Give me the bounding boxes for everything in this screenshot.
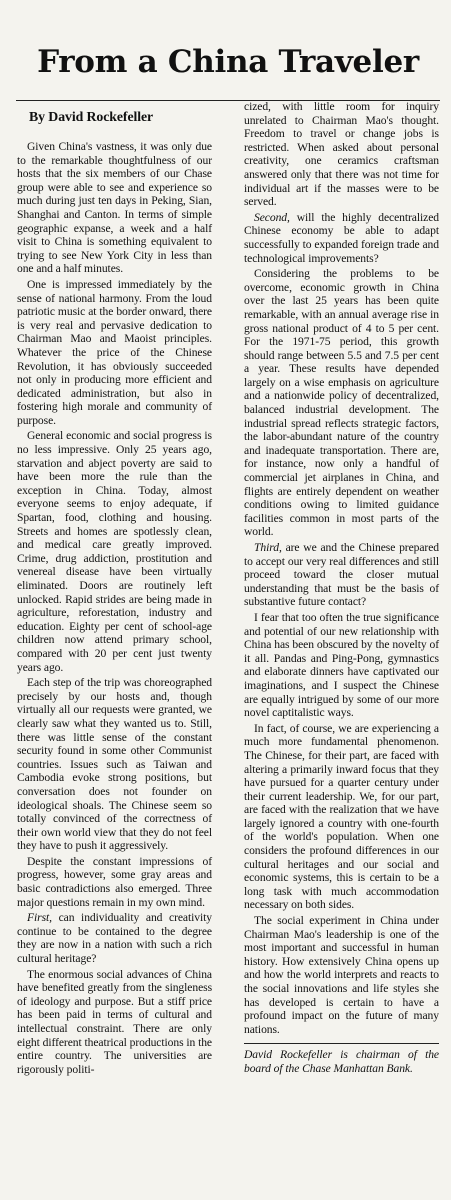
article-paragraph: Despite the constant impressions of progress, however, some gray areas and basic contradictions also emerged. Three major questions remain in my own mind. bbox=[17, 854, 212, 909]
newspaper-article bbox=[16, 0, 440, 1200]
right-column bbox=[244, 100, 439, 1078]
article-paragraph: Considering the problems to be overcome, economic growth in China over the last 25 years has been quite remarkable, with an annual average rise in gross national product of 4 to 5 per cent. For the 1971-75 period, this growth should range between 5.5 and 7.5 per cent a year. These results have depended largely on a wise emphasis on agriculture and a nationwide policy of decentralized, balanced industrial development. The industrial spread reflects strategic factors, the labor-abundant nature of the country and inadequate transportation. There are, for instance, now only a handful of commercial jet airplanes in China, and flights are entirely dependent on weather conditions owing to limited guidance facilities common in most parts of the world. bbox=[244, 267, 439, 539]
question-paragraph-first bbox=[17, 911, 212, 965]
question-label-first: First, bbox=[27, 911, 52, 925]
article-paragraph: I fear that too often the true significance and potential of our new relationship with China has been obscured by the novelty of it all. Pandas and Ping-Pong, gymnastics and elaborate dinners have captivated our imaginations, and I suspect the Chinese are equally intrigued by some of our more novel captitalistic ways. bbox=[244, 610, 439, 720]
author-note-rule bbox=[244, 1043, 439, 1044]
question-paragraph-second bbox=[244, 211, 439, 265]
author-note: David Rockefeller is chairman of the board of the Chase Manhattan Bank. bbox=[244, 1048, 439, 1075]
article-paragraph: Each step of the trip was choreographed precisely by our hosts and, though virtually all our requests were granted, we clearly saw what they wanted us to. Still, there was little sense of the constant security found in some other Communist countries. Issues such as Taiwan and Cambodia evoke strong positions, but conversation does not founder on ideological shoals. The Chinese seem so totally convinced of the correctness of their own world view that they do not feel they have to push it aggressively. bbox=[17, 676, 212, 853]
question-label-third: Third, bbox=[254, 541, 282, 554]
article-paragraph: The social experiment in China under Chairman Mao's leadership is one of the most important and successful in human history. How extensively China opens up and how the world interprets and reacts to the social innovations and life styles she has developed is certain to have a profound impact on the future of many nations. bbox=[244, 914, 439, 1036]
article-paragraph: The enormous social advances of China have benefited greatly from the singleness of ideology and purpose. But a stiff price has been paid in terms of cultural and intellectual constraint. There are only eight different theatrical productions in the entire country. The universities are rigorously politi- bbox=[17, 967, 212, 1076]
article-paragraph: In fact, of course, we are experiencing a much more fundamental phenomenon. The Chinese, for their part, are faced with altering a primarily inward focus that they have pursued for a quarter century under their current leadership. We, for our part, are faced with the realization that we have largely ignored a country with one-fourth of the world's population. When one considers the profound differences in our cultural heritages and our social and economic systems, this is certain to be a long task with much accommodation necessary on both sides. bbox=[244, 721, 439, 912]
article-paragraph-continued: cized, with little room for inquiry unrelated to Chairman Mao's thought. Freedom to travel or change jobs is restricted. When asked about personal creativity, one ceramics craftsman answered only that there was not time for individual art if the masses were to be served. bbox=[244, 100, 439, 209]
headline: From a China Traveler bbox=[37, 44, 419, 80]
question-text-third: are we and the Chinese prepared to accept our very real differences and still proceed toward the closer mutual understanding that must be the basis of substantive future contact? bbox=[244, 541, 439, 609]
article-paragraph: Given China's vastness, it was only due to the remarkable thoughtfulness of our hosts that the six members of our Chase group were able to see and experience so much during just ten days in Peking, Sian, Shanghai and Canton. In terms of simple geographic expanse, a week and a half visit to China is something equivalent to trying to see New York City in less than one and a half minutes. bbox=[17, 140, 212, 276]
byline: By David Rockefeller bbox=[29, 109, 154, 124]
article-paragraph: General economic and social progress is no less impressive. Only 25 years ago, starvation and abject poverty are said to have been more the rule than the exception in China. Today, almost everyone seems to enjoy adequate, if Spartan, food, clothing and housing. Streets and homes are spotlessly clean, and medical care greatly improved. Crime, drug addiction, prostitution and venereal disease have been virtually eliminated. Doors are routinely left unlocked. Rapid strides are being made in agriculture, reforestation, industry and education. Eighty per cent of school-age children now attend primary school, compared with 20 per cent just twenty years ago. bbox=[17, 429, 212, 674]
question-text-first: can individuality and creativity continue to be contained to the degree they are now in a nation with such a rich cultural heritage? bbox=[17, 911, 212, 966]
question-label-second: Second, bbox=[254, 210, 290, 224]
article-paragraph: One is impressed immediately by the sense of national harmony. From the loud patriotic music at the border onward, there is very real and pervasive dedication to Chairman Mao and Maoist principles. Whatever the price of the Chinese Revolution, it has obviously succeeded not only in producing more efficient and dedicated administration, but also in fostering high morale and community of purpose. bbox=[17, 277, 212, 427]
left-column bbox=[17, 108, 212, 1078]
question-paragraph-third bbox=[244, 541, 439, 609]
question-text-second: will the highly decentralized Chinese economy be able to adapt successfully to expanded foreign trade and technological improvements? bbox=[244, 210, 439, 265]
